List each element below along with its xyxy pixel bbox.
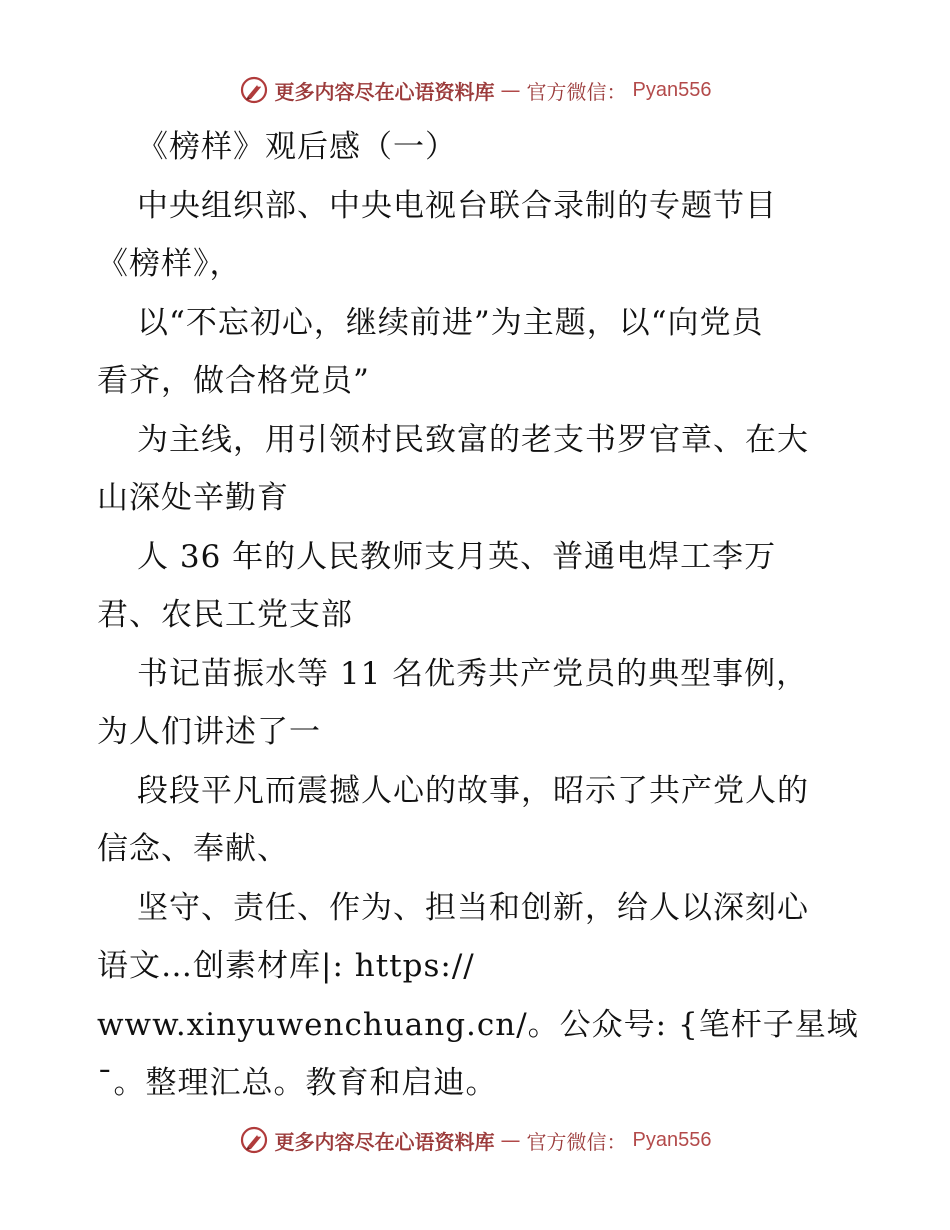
document-line: 看齐，做合格党员” [97, 363, 370, 399]
banner-site-text: 更多内容尽在心语资料库 [274, 1129, 495, 1154]
document-line: 山深处辛勤育 [97, 480, 289, 516]
document-line: 信念、奉献、 [97, 831, 289, 867]
document-line: 段段平凡而震撼人心的故事，昭示了共产党人的 [137, 772, 809, 809]
pen-logo-icon [239, 75, 269, 105]
pen-logo-icon [239, 1125, 269, 1155]
document-line: www.xinyuwenchuang.cn/。公众号: {笔杆子星域 [97, 1006, 859, 1043]
banner-site-text: 更多内容尽在心语资料库 [274, 79, 495, 104]
banner-separator: — [500, 78, 521, 102]
document-line: 《榜样》， [97, 246, 242, 282]
document-line: 以“不忘初心，继续前进”为主题，以“向党员 [137, 304, 764, 341]
footer-banner-inner [239, 1125, 712, 1155]
banner-wechat-id: Pyan556 [632, 78, 712, 101]
banner-wechat-id: Pyan556 [632, 1128, 712, 1151]
document-line: 人 36 年的人民教师支月英、普通电焊工李万 [137, 538, 777, 575]
banner-separator: — [500, 1128, 521, 1152]
header-banner [0, 70, 950, 110]
banner-official-label: 官方微信： [526, 1129, 627, 1154]
document-line: 中央组织部、中央电视台联合录制的专题节目 [137, 187, 777, 224]
header-banner-inner [239, 75, 712, 105]
document-line: 为人们讲述了一 [97, 714, 321, 750]
document-title: 《榜样》观后感（一） [137, 129, 457, 165]
document-line: 为主线，用引领村民致富的老支书罗官章、在大 [137, 421, 809, 458]
document-line: 坚守、责任、作为、担当和创新，给人以深刻心 [137, 889, 809, 926]
footer-banner [0, 1120, 950, 1160]
document-line: 语文…创素材库|: https:// [97, 948, 475, 984]
document-line: 书记苗振水等 11 名优秀共产党员的典型事例， [137, 655, 809, 692]
document-body [97, 118, 857, 1113]
document-line: 君、农民工党支部 [97, 597, 353, 633]
banner-official-label: 官方微信： [526, 79, 627, 104]
document-line: ¯。整理汇总。教育和启迪。 [97, 1065, 498, 1101]
